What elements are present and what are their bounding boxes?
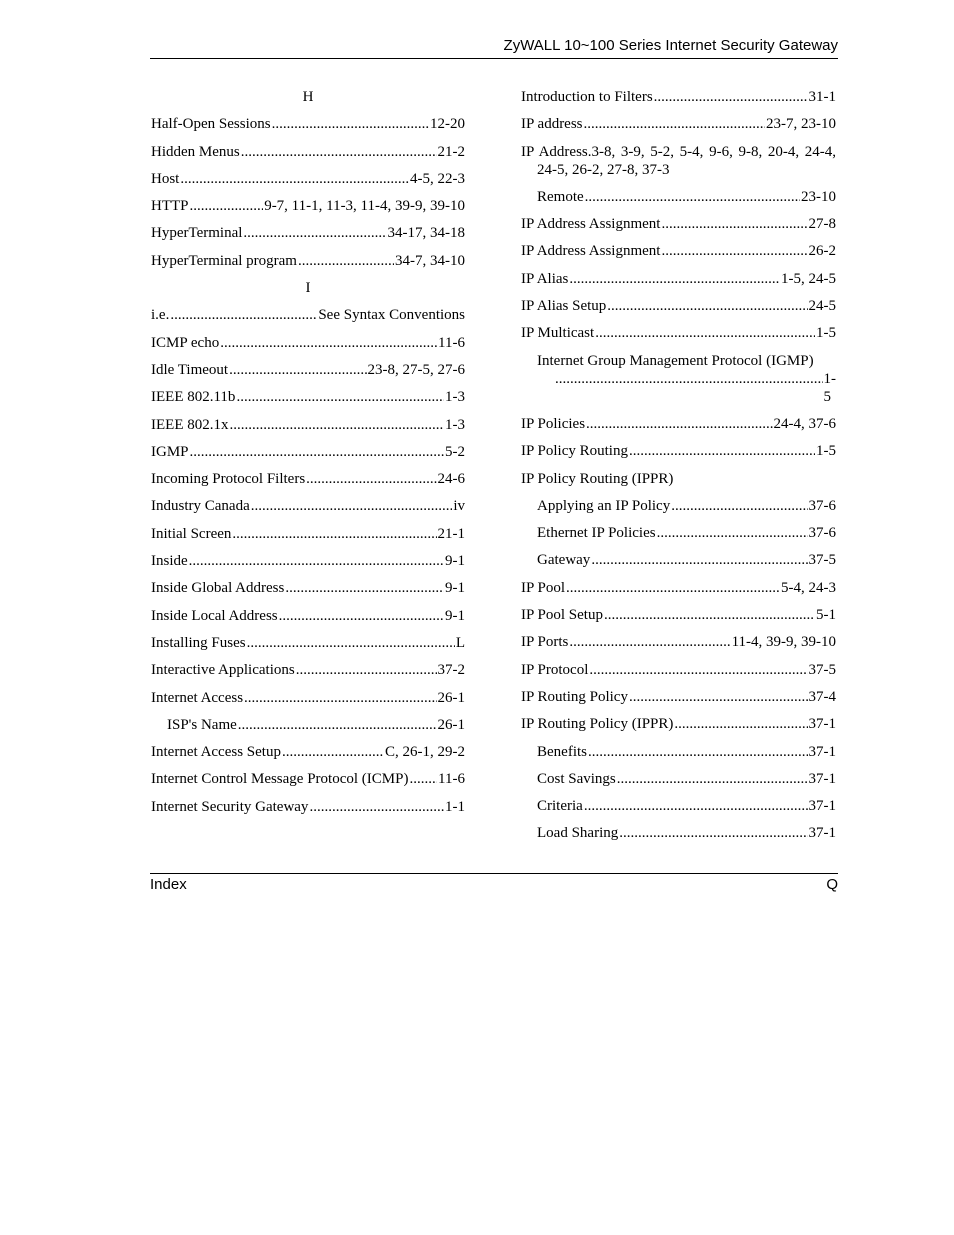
entries-a [521,88,836,133]
index-entry [521,442,836,460]
entry-term: IP Address Assignment [521,216,661,233]
entry-term: Benefits [537,743,587,760]
entry-term: IP Pool [521,579,566,596]
i-entries [151,306,465,815]
leader-dots [296,661,437,679]
entry-pages: 37-1 [808,770,836,787]
leader-dots [584,797,808,815]
entry-pages: 4-5, 22-3 [410,170,465,187]
entry-pages: 24-4, 37-6 [773,415,836,432]
leader-dots [236,388,444,406]
entries-d [521,497,836,843]
leader-dots [229,416,444,434]
entry-pages: 37-6 [808,497,836,514]
entry-term: Cost Savings [537,770,616,787]
footer-page-number: Q [826,876,838,893]
entry-term: IP Policy Routing [521,443,628,460]
entry-term: IP Policies [521,415,586,432]
entries-c [521,415,836,460]
index-entry [521,497,836,515]
entry-pages: 11-4, 39-9, 39-10 [731,634,836,651]
leader-dots [190,443,444,461]
index-entry [521,524,836,542]
index-entry [521,551,836,569]
entry-term: Load Sharing [537,825,619,842]
leader-dots [661,242,807,260]
leader-dots [309,798,444,816]
leader-dots [585,188,800,206]
index-entry [151,579,465,597]
leader-dots [607,297,807,315]
leader-dots [604,606,815,624]
entry-pages: 9-1 [445,607,465,624]
leader-dots [661,215,807,233]
index-entry [521,242,836,260]
entry-pages: iv [453,498,465,515]
entry-term: IP Multicast [521,325,595,342]
entry-pages: See Syntax Conventions [318,307,465,324]
index-entry [151,388,465,406]
entry-term: Gateway [537,552,591,569]
leader-dots [617,770,808,788]
entry-term: ISP's Name [167,716,237,733]
leader-dots [584,115,765,133]
index-entry [521,797,836,815]
entry-pages: 11-6 [438,334,465,351]
entry-term: IP address [521,116,583,133]
index-column-right [521,88,836,852]
entry-term: Inside Global Address [151,580,285,597]
index-entry [521,270,836,288]
entry-pages: 9-1 [445,553,465,570]
entry-pages: 23-10 [801,188,836,205]
leader-dots [285,579,444,597]
index-entry [151,743,465,761]
entry-term: IEEE 802.1x [151,416,229,433]
entry-term: IP Ports [521,634,569,651]
footer-section: Index [150,876,187,893]
index-entry [151,552,465,570]
leader-dots [190,197,264,215]
index-entry [151,334,465,352]
entry-pages: 37-6 [808,525,836,542]
index-entry [521,770,836,788]
index-entry [521,743,836,761]
leader-dots [247,634,455,652]
entry-term: Internet Group Management Protocol (IGMP) [537,352,814,369]
leader-dots [232,525,436,543]
entry-term: IP Routing Policy [521,688,628,705]
entry-pages: 37-1 [808,798,836,815]
index-entry [521,579,836,597]
entry-pages: 21-1 [437,525,465,542]
leader-dots [282,743,384,761]
h-entries [151,115,465,269]
entry-term: Idle Timeout [151,361,229,378]
entry-term: IEEE 802.11b [151,389,236,406]
entry-pages: 5-4, 24-3 [781,579,836,596]
entry-term: IP Alias Setup [521,298,607,315]
index-entry-igmp-wrap [521,352,836,406]
entry-term: Initial Screen [151,525,232,542]
index-entry [151,798,465,816]
leader-dots [569,270,780,288]
entry-pages: 1-3 [445,416,465,433]
entry-pages: 1-5 [816,443,836,460]
entry-pages: 23-7, 23-10 [766,116,836,133]
index-entry [521,824,836,842]
index-entry [521,188,836,206]
entry-pages: 9-1 [445,580,465,597]
index-entry [521,215,836,233]
index-entry [151,525,465,543]
entry-pages: 26-2 [808,243,836,260]
index-entry [521,415,836,433]
entry-term: Introduction to Filters [521,89,653,105]
entry-pages: 1-5 [823,370,836,405]
index-entry [521,633,836,651]
entry-pages: 37-5 [808,552,836,569]
index-entry-ip-address-wrap [521,143,836,179]
leader-dots [569,633,730,651]
index-column-left [151,88,465,825]
entry-term: IP Routing Policy (IPPR) [521,716,674,733]
index-entry [151,443,465,461]
entry-line: IP Address.3-8, 3-9, 5-2, 5-4, 9-6, 9-8, 20-4, 24-4, [521,143,836,160]
page-footer [150,873,838,893]
entry-pages: 37-5 [808,661,836,678]
leader-dots [657,524,808,542]
entry-pages: 5-2 [445,443,465,460]
entry-term: Hidden Menus [151,143,240,160]
entry-pages: 21-2 [437,143,465,160]
leader-dots [629,442,815,460]
entry-pages: 37-1 [808,825,836,842]
leader-dots [595,324,815,342]
leader-dots [243,224,386,242]
leader-dots [272,115,429,133]
entry-pages: 27-8 [808,216,836,233]
leader-dots [241,143,437,161]
entry-term: IGMP [151,443,189,460]
leader-dots [629,688,808,706]
entry-term: IP Address Assignment [521,243,661,260]
leader-dots [170,306,317,324]
leader-dots [189,552,444,570]
entry-term: Industry Canada [151,498,250,515]
entry-pages: 26-1 [437,689,465,706]
leader-dots [591,551,807,569]
entry-pages: 23-8, 27-5, 27-6 [367,361,465,378]
entry-term: Criteria [537,798,583,815]
entry-term: Half-Open Sessions [151,116,271,133]
entry-term: Incoming Protocol Filters [151,471,306,488]
leader-dots [306,470,436,488]
entry-term: i.e. [151,307,170,324]
index-entry [151,497,465,515]
leader-dots [555,370,823,406]
index-entry [151,252,465,270]
entry-pages: 26-1 [437,716,465,733]
leader-dots [409,770,437,788]
entry-pages: 31-1 [808,89,836,105]
index-entry [151,689,465,707]
header-title: ZyWALL 10~100 Series Internet Security Gateway [503,37,838,54]
entry-pages: L [455,634,465,651]
entry-pages: 1-1 [445,798,465,815]
entry-pages: 5-1 [816,607,836,624]
entry-pages: 1-5, 24-5 [781,270,836,287]
entry-pages: 34-17, 34-18 [387,225,465,242]
index-entry [151,170,465,188]
index-entry [521,324,836,342]
entry-term: Applying an IP Policy [537,497,671,514]
entry-pages: 37-1 [808,716,836,733]
leader-dots [220,334,437,352]
leader-dots [180,170,409,188]
entry-term: Internet Access [151,689,244,706]
entry-term: Inside Local Address [151,607,278,624]
leader-dots [589,661,807,679]
index-entry [521,297,836,315]
entry-term: ICMP echo [151,334,220,351]
index-entry [521,715,836,733]
leader-dots [238,716,437,734]
entry-term: IP Alias [521,270,569,287]
leader-dots [244,689,436,707]
index-entry [151,197,465,215]
index-entry [151,661,465,679]
index-entry [521,606,836,624]
index-entry [151,361,465,379]
leader-dots [279,607,444,625]
entry-term: Internet Access Setup [151,744,281,761]
entry-line-continued [537,370,836,406]
entry-term: Installing Fuses [151,634,246,651]
entry-pages: 1-5 [816,325,836,342]
entry-term: IP Protocol [521,661,589,678]
entry-pages: 37-4 [808,688,836,705]
leader-dots [674,715,807,733]
entry-pages: 1-3 [445,389,465,406]
index-entry [521,115,836,133]
entry-term: Inside [151,553,188,570]
entry-pages: 37-2 [437,662,465,679]
index-entry-ippr-heading [521,470,836,488]
entry-term: Ethernet IP Policies [537,525,656,542]
leader-dots [671,497,807,515]
page-header [150,36,838,59]
index-entry [151,607,465,625]
leader-dots [619,824,807,842]
entry-pages: C, 26-1, 29-2 [385,744,465,761]
letter-heading-i: I [305,280,311,297]
leader-dots [298,252,394,270]
entry-term: HyperTerminal program [151,252,297,269]
leader-dots [586,415,772,433]
leader-dots [229,361,366,379]
index-entry [521,688,836,706]
entry-term: IP Pool Setup [521,607,603,624]
entry-pages: 11-6 [438,771,465,788]
index-entry [151,143,465,161]
index-entry [151,416,465,434]
entry-term: Internet Control Message Protocol (ICMP) [151,771,409,788]
entry-pages: 9-7, 11-1, 11-3, 11-4, 39-9, 39-10 [264,198,465,215]
index-entry [151,224,465,242]
index-entry [151,770,465,788]
leader-dots [588,743,808,761]
leader-dots [251,497,453,515]
entry-term: Interactive Applications [151,662,295,679]
leader-dots [654,88,808,106]
entry-term: Internet Security Gateway [151,798,309,815]
entries-b [521,188,836,342]
entry-term: HyperTerminal [151,225,243,242]
entry-line-continued: 24-5, 26-2, 27-8, 37-3 [537,161,670,178]
entry-pages: 34-7, 34-10 [395,252,465,269]
entry-pages: 24-5 [808,298,836,315]
index-entry [151,115,465,133]
index-entry [521,88,836,106]
leader-dots [566,579,780,597]
entry-term: IP Policy Routing (IPPR) [521,470,674,487]
entry-pages: 24-6 [437,471,465,488]
entry-term: Remote [537,188,584,205]
entry-term: HTTP [151,198,189,215]
index-entry [521,661,836,679]
index-entry [151,716,465,734]
entry-pages: 12-20 [430,116,465,133]
index-entry [151,306,465,324]
index-entry [151,470,465,488]
entry-term: Host [151,170,180,187]
letter-heading-h: H [302,89,314,105]
entry-pages: 37-1 [808,743,836,760]
index-entry [151,634,465,652]
